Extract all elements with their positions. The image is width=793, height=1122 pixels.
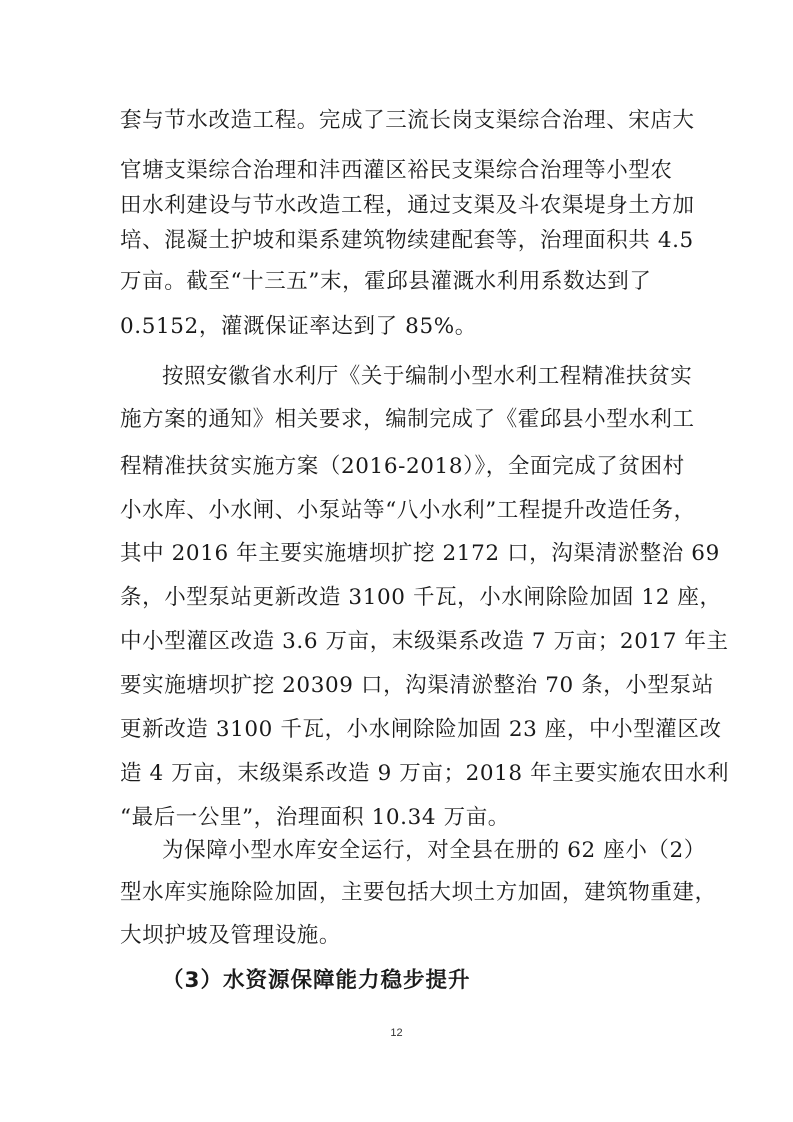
paragraph-1-line-5: 万亩。截至“十三五”末，霍邱县灌溉水利用系数达到了	[120, 269, 652, 294]
paragraph-1-line-3: 田水利建设与节水改造工程，通过支渠及斗农渠堤身土方加	[120, 193, 695, 218]
paragraph-3-line-3: 大坝护坡及管理设施。	[120, 923, 342, 948]
paragraph-2-line-2: 施方案的通知》相关要求，编制完成了《霍邱县小型水利工	[120, 407, 695, 432]
paragraph-1-line-2: 官塘支渠综合治理和沣西灌区裕民支渠综合治理等小型农	[120, 158, 673, 183]
section-heading: （3）水资源保障能力稳步提升	[162, 968, 471, 993]
paragraph-1-line-1: 套与节水改造工程。完成了三流长岗支渠综合治理、宋店大	[120, 108, 695, 133]
page-number: 12	[390, 1027, 403, 1039]
paragraph-2-line-5: 其中 2016 年主要实施塘坝扩挖 2172 口，沟渠清淤整治 69	[120, 541, 720, 566]
paragraph-1-line-6: 0.5152，灌溉保证率达到了 85%。	[120, 314, 477, 339]
paragraph-3-line-2: 型水库实施除险加固，主要包括大坝土方加固，建筑物重建，	[120, 880, 717, 905]
paragraph-2-line-10: 造 4 万亩，末级渠系改造 9 万亩；2018 年主要实施农田水利	[120, 761, 730, 786]
paragraph-2-line-11: “最后一公里”，治理面积 10.34 万亩。	[120, 805, 510, 830]
paragraph-2-line-1: 按照安徽省水利厅《关于编制小型水利工程精准扶贫实	[162, 364, 693, 389]
paragraph-2-line-4: 小水库、小水闸、小泵站等“八小水利”工程提升改造任务，	[120, 498, 696, 523]
paragraph-2-line-3: 程精准扶贫实施方案（2016-2018）》，全面完成了贫困村	[120, 454, 685, 479]
paragraph-2-line-9: 更新改造 3100 千瓦，小水闸除险加固 23 座，中小型灌区改	[120, 717, 722, 742]
paragraph-2-line-6: 条，小型泵站更新改造 3100 千瓦，小水闸除险加固 12 座，	[120, 585, 722, 610]
paragraph-3-line-1: 为保障小型水库安全运行，对全县在册的 62 座小（2）	[162, 838, 706, 863]
paragraph-1-line-4: 培、混凝土护坡和渠系建筑物续建配套等，治理面积共 4.5	[120, 228, 694, 253]
paragraph-2-line-8: 要实施塘坝扩挖 20309 口，沟渠清淤整治 70 条，小型泵站	[120, 673, 714, 698]
paragraph-2-line-7: 中小型灌区改造 3.6 万亩，末级渠系改造 7 万亩；2017 年主	[120, 629, 729, 654]
